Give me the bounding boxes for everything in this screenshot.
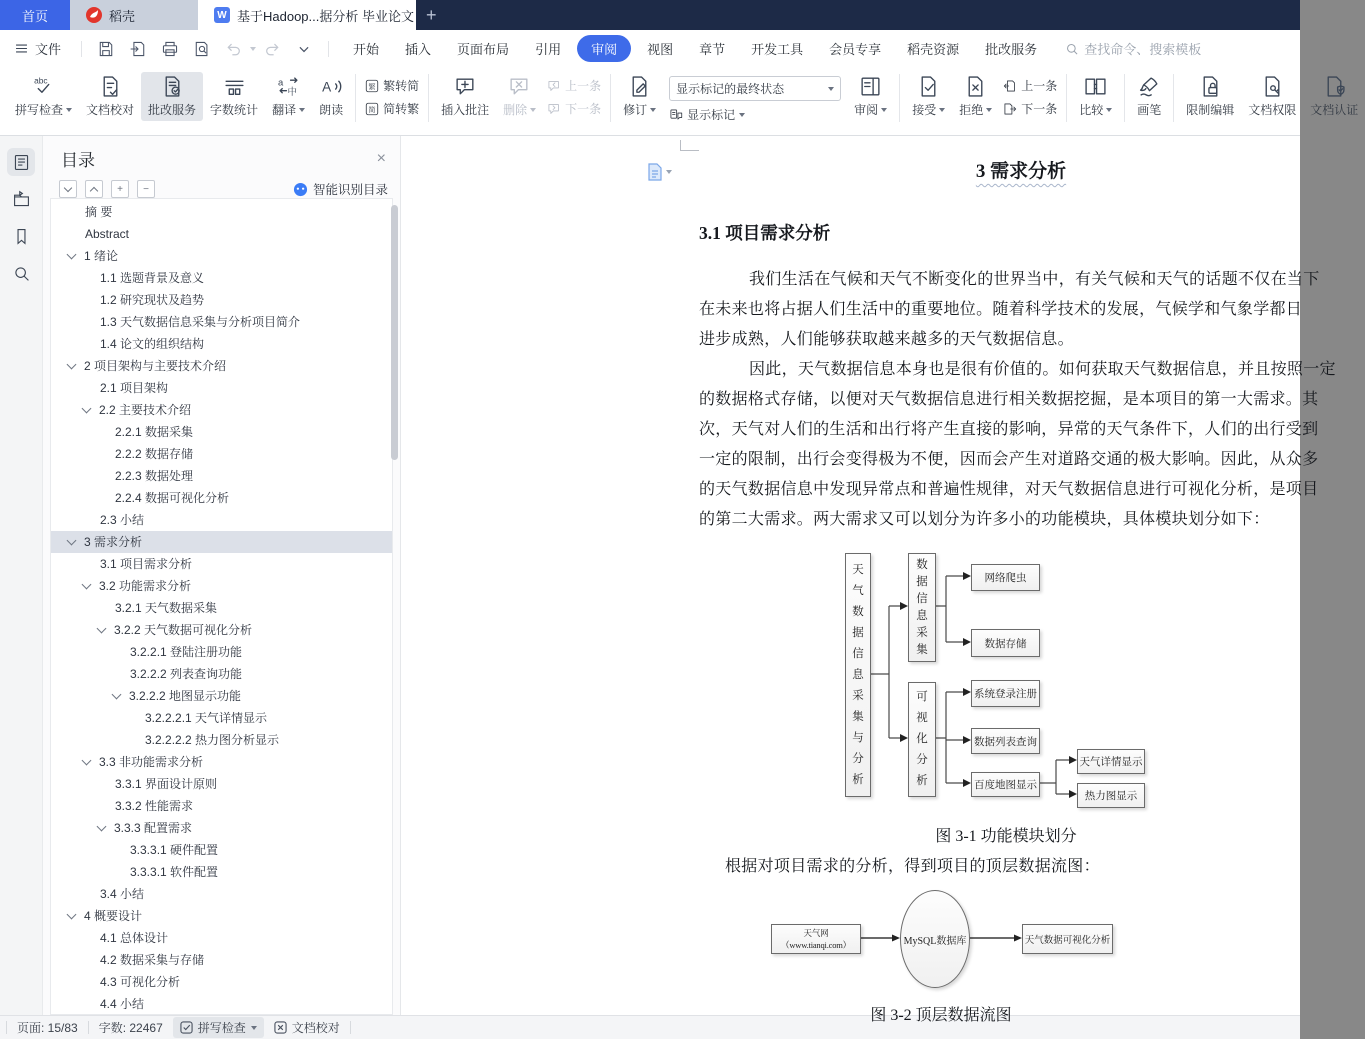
toc-item-label: 4.3 可视化分析 [100,975,181,989]
toc-item-label: 1 绪论 [84,249,119,263]
toc-item[interactable] [51,663,392,685]
main-area [0,136,1336,1024]
button-stack [361,72,423,122]
toc-item-label: 3.2 功能需求分析 [99,579,192,593]
next-comment-button[interactable]: 下一条 [547,100,601,117]
text-boundary-mark [680,140,699,151]
translate-button[interactable]: a 中 翻译 [265,72,312,121]
redo-button[interactable] [263,40,281,58]
toc-item[interactable] [51,619,392,641]
toc-item-label: 摘 要 [85,205,113,219]
toc-item[interactable] [51,861,392,883]
divider [88,1021,89,1034]
chapter-nav-button[interactable] [7,185,35,213]
body-text-line: 我们生活在气候和天气不断变化的世界当中，有关气候和天气的话题不仅在当下 [749,271,1320,288]
close-icon[interactable]: × [376,149,386,167]
toc-item-label: 3.2.2.2.2 热力图分析显示 [145,733,280,747]
toc-chevron-icon[interactable] [97,624,107,634]
toc-chevron-icon[interactable] [97,822,107,832]
divider [428,74,429,122]
divider [81,41,82,57]
toc-item-label: 2.2.3 数据处理 [115,469,194,483]
menu-tab-docer-resources[interactable]: 稻壳资源 [907,42,960,57]
toc-item[interactable] [51,927,392,949]
divider [610,74,611,122]
body-text-line: 进步成熟，人们能够获取越来越多的天气数据信息。 [699,331,1074,348]
read-aloud-button[interactable]: A 朗读 [312,72,350,121]
fig1-crawler-box: 网络爬虫 [971,564,1040,591]
toc-panel-button[interactable] [7,148,35,176]
toc-item-label: 3.3.3 配置需求 [114,821,193,835]
compare-icon [1084,75,1107,98]
review-pane-icon [859,75,882,98]
toc-item[interactable] [51,311,392,333]
menu-bar [0,30,1300,67]
toc-item[interactable] [51,795,392,817]
page-indicator: 页面: 15/83 [17,1021,78,1035]
doc-permission-button[interactable]: 文档权限 [1241,72,1303,121]
read-aloud-icon [320,75,343,98]
comment-prev-icon [547,79,561,93]
fig2-source-box: 天气网（www.tianqi.com） [771,924,861,954]
print-preview-button[interactable] [193,40,211,58]
body-text-line: 次，天气对人们的生活和出行将产生直接的影响，异常的天气条件下，人们的出行受到 [699,421,1319,438]
toc-item-label: 3.3 非功能需求分析 [99,755,204,769]
toc-chevron-icon[interactable] [82,756,92,766]
toc-item[interactable] [51,993,392,1015]
fig2-caption: 图 3-2 顶层数据流图 [870,1007,1012,1024]
toc-item-label: 3.3.3.1 硬件配置 [130,843,219,857]
divider [6,1021,7,1034]
svg-text:中: 中 [287,85,297,97]
svg-text:abc: abc [34,75,48,86]
toc-item[interactable] [51,355,392,377]
divider [1173,74,1174,122]
undo-caret[interactable] [250,47,256,51]
toc-item-label: 1.4 论文的组织结构 [100,337,205,351]
body-text-line: 因此，天气数据信息本身也是很有价值的。如何获取天气数据信息，并且按照一定 [749,361,1336,378]
translate-icon [277,75,300,98]
file-menu-label: 文件 [35,42,62,57]
toc-item-label: 2.2.2 数据存储 [115,447,194,461]
customize-toolbar-button[interactable] [295,40,313,58]
save-button[interactable] [97,40,115,58]
toc-item-label: 2.2.1 数据采集 [115,425,194,439]
dropdown-caret [881,108,887,112]
toc-item[interactable] [51,597,392,619]
print-button[interactable] [161,40,179,58]
markup-state-select[interactable]: 显示标记的最终状态 [669,76,841,101]
undo-button[interactable] [225,40,243,58]
spell-check-icon [180,1021,193,1034]
correction-service-button[interactable]: 批改服务 [141,72,203,121]
menu-tab-dev-tools[interactable]: 开发工具 [751,42,804,57]
export-button[interactable] [129,40,147,58]
document-title: 基于Hadoop...据分析 毕业论文 [237,8,414,24]
page-settings-caret [666,170,672,174]
markup-options [663,72,847,127]
toc-item[interactable] [51,333,392,355]
spell-check-button[interactable]: abc 拼写检查 [8,72,79,121]
divider [899,74,900,122]
toc-item-label: 3.1 项目需求分析 [100,557,193,571]
button-stack [999,72,1061,122]
divider [328,41,329,57]
tab-docer-label: 稻壳 [109,8,136,24]
toc-item-label: 3.2.2.2 列表查询功能 [130,667,243,681]
body-text-line: 的第二大需求。两大需求又可以划分为许多小的功能模块，具体模块划分如下： [699,511,1270,528]
fig1-list-query-box: 数据列表查询 [971,728,1040,754]
toc-chevron-icon[interactable] [67,250,77,260]
toc-item[interactable] [51,443,392,465]
toc-item-label: 3.3.2 性能需求 [115,799,194,813]
svg-text:繁: 繁 [368,83,376,91]
brush-button[interactable]: 画笔 [1130,72,1168,121]
restrict-edit-icon [1199,75,1222,98]
toc-item[interactable] [51,971,392,993]
doc-proofread-toggle[interactable]: 文档校对 [274,1019,340,1036]
divider [1066,74,1067,122]
toc-item[interactable] [51,377,392,399]
file-menu-button[interactable] [14,39,73,58]
menu-tab-member[interactable]: 会员专享 [829,42,882,57]
page-icon [647,163,663,181]
rev-prev-icon [1003,79,1017,93]
toc-item-label: 2.2.4 数据可视化分析 [115,491,230,505]
expand-all-button[interactable] [59,180,77,198]
toc-item[interactable] [51,553,392,575]
dropdown-caret [939,108,945,112]
search-icon [12,264,31,283]
accept-button[interactable]: 接受 [905,72,952,121]
writer-doc-icon: W [214,7,230,23]
reject-button[interactable]: 拒绝 [952,72,999,121]
command-search[interactable] [1065,39,1201,58]
word-count-icon [223,75,246,98]
chapter-folder-icon [12,190,31,209]
word-count-button[interactable]: 字数统计 [203,72,265,121]
toc-item[interactable] [51,773,392,795]
divider [1124,74,1125,122]
toc-item[interactable] [51,949,392,971]
toc-item[interactable] [51,751,392,773]
doc-cert-icon [1323,75,1346,98]
toc-item-label: 2.2 主要技术介绍 [99,403,192,417]
outline-icon [12,153,31,172]
tab-document[interactable] [198,0,416,30]
revision-icon [628,75,651,98]
toc-item-label: 4.4 小结 [100,997,145,1011]
toc-item[interactable] [51,487,392,509]
review-ribbon [0,67,1359,136]
doc-proofread-button[interactable]: 文档校对 [79,72,141,121]
toc-item[interactable] [51,399,392,421]
review-pane-button[interactable]: 审阅 [847,72,894,121]
track-changes-button[interactable]: 修订 [616,72,663,121]
body-text-line: 的数据格式存储，以便对天气数据信息进行相关数据挖掘，是本项目的第一大需求。其 [699,391,1319,408]
brush-icon [1138,75,1161,98]
toc-item-label: 3 需求分析 [84,535,143,549]
body-text-line: 一定的限制，出行会变得极为不便，因而会产生对道路交通的极大影响。因此，从众多 [699,451,1319,468]
fig1-baidu-map-box: 百度地图显示 [971,772,1040,797]
toc-chevron-icon[interactable] [67,910,77,920]
dropdown-caret [986,108,992,112]
next-revision-button[interactable]: 下一条 [1003,100,1057,117]
dropdown-caret [828,87,834,91]
toc-item-label: 4.1 总体设计 [100,931,169,945]
body-text-line: 的天气数据信息中发现异常点和普遍性规律，对天气数据信息进行可视化分析，是项目 [699,481,1319,498]
fig1-root-box: 天气数据信息采集与分析 [845,553,871,797]
comment-delete-icon [508,75,531,98]
fig1-caption: 图 3-1 功能模块划分 [935,828,1077,845]
toc-item-label: 3.3.3.1 软件配置 [130,865,219,879]
find-button[interactable] [7,259,35,287]
menu-tab-home[interactable]: 开始 [353,42,380,57]
toc-item[interactable] [51,201,392,223]
subsection-heading: 3.1 项目需求分析 [699,223,831,243]
document-canvas[interactable] [401,136,1336,1024]
doc-proofread-icon [99,75,122,98]
comment-add-icon [454,75,477,98]
menu-tab-review[interactable]: 审阅 [577,35,631,62]
menu-tab-insert[interactable]: 插入 [405,42,432,57]
reject-icon [964,75,987,98]
svg-text:A: A [321,79,331,95]
restrict-edit-button[interactable]: 限制编辑 [1179,72,1241,121]
toc-panel [43,136,401,1015]
toc-item-label: 4 概要设计 [84,909,143,923]
new-tab-button[interactable]: + [426,4,437,25]
insert-comment-button[interactable]: 插入批注 [434,72,496,121]
lead-sentence: 根据对项目需求的分析，得到项目的顶层数据流图： [725,858,1100,875]
simp-char-icon [365,102,379,116]
toc-item[interactable] [51,817,392,839]
toc-item[interactable] [51,421,392,443]
toc-chevron-icon[interactable] [82,580,92,590]
toc-item[interactable] [51,245,392,267]
correction-service-icon [161,75,184,98]
toc-item-label: 2.1 项目架构 [100,381,169,395]
toc-chevron-icon[interactable] [67,360,77,370]
menu-tab-correction-service[interactable]: 批改服务 [985,42,1038,57]
dropdown-caret [299,108,305,112]
show-markup-button[interactable]: 显示标记 [669,106,841,123]
bookmark-button[interactable] [7,222,35,250]
toc-item[interactable] [51,883,392,905]
toc-item[interactable] [51,905,392,927]
divider [355,74,356,122]
status-bar [0,1015,1300,1039]
zoom-in-level-button[interactable]: + [111,180,129,198]
toc-chevron-icon[interactable] [82,404,92,414]
toc-panel-title: 目录 [61,151,95,170]
tab-docer[interactable] [70,0,198,30]
accept-icon [917,75,940,98]
word-count-indicator: 字数: 22467 [98,1021,163,1035]
toc-item[interactable] [51,509,392,531]
toc-item-label: Abstract [85,227,130,241]
toc-item[interactable] [51,465,392,487]
toc-item[interactable] [51,839,392,861]
menu-tabs [343,35,1047,62]
bookmark-icon [12,227,31,246]
window-tab-bar [0,0,1300,30]
toc-list [50,198,393,1015]
prev-comment-button[interactable]: 上一条 [547,77,601,94]
page-settings-button[interactable] [647,163,672,181]
docer-logo-icon [86,7,102,23]
toc-controls [43,171,400,198]
body-text-line: 在未来也将占据人们生活中的重要地位。随着科学技术的发展，气候学和气象学都日 [699,301,1303,318]
fig1-visual-box: 可视化分析 [908,682,936,797]
menu-tab-reference[interactable]: 引用 [535,42,562,57]
show-markup-icon [669,108,683,122]
toc-item-label: 3.2.2.2 地图显示功能 [129,689,242,703]
divider [350,1021,351,1034]
simp-to-trad-button[interactable]: 简 简转繁 [365,100,419,117]
toc-item-label: 1.3 天气数据信息采集与分析项目简介 [100,315,301,329]
toc-item-label: 1.2 研究现状及趋势 [100,293,205,307]
spellcheck-icon [32,75,55,98]
command-search-placeholder: 查找命令、搜索模板 [1084,42,1202,57]
toc-chevron-icon[interactable] [67,536,77,546]
trad-to-simp-button[interactable]: 繁 繁转简 [365,77,419,94]
body-text [699,265,1336,535]
menu-tab-view[interactable]: 视图 [647,42,674,57]
fig1-storage-box: 数据存储 [971,629,1040,657]
toc-item[interactable] [51,641,392,663]
trad-char-icon [365,79,379,93]
toc-item-label: 2.3 小结 [100,513,145,527]
toc-item-label: 3.2.2.2.1 天气详情显示 [145,711,268,725]
toc-item[interactable] [51,223,392,245]
delete-comment-button[interactable]: 删除 [496,72,543,121]
hamburger-icon [14,41,29,56]
spell-check-caret [251,1026,257,1030]
fig1-heatmap-box: 热力图显示 [1077,783,1145,808]
tab-home[interactable]: 首页 [0,0,70,30]
rev-next-icon [1003,102,1017,116]
menu-tab-page-layout[interactable]: 页面布局 [457,42,510,57]
toc-item[interactable] [51,575,392,597]
toc-chevron-icon[interactable] [112,690,122,700]
toc-item-label: 3.2.1 天气数据采集 [115,601,218,615]
collapse-all-button[interactable] [85,180,103,198]
toc-item-label: 1.1 选题背景及意义 [100,271,205,285]
fig1-login-box: 系统登录注册 [971,680,1040,707]
toc-item-label: 2 项目架构与主要技术介绍 [84,359,227,373]
doc-permission-icon [1261,75,1284,98]
toc-item-label: 3.3.1 界面设计原则 [115,777,218,791]
toc-item[interactable] [51,267,392,289]
toc-item-label: 3.2.2.1 登陆注册功能 [130,645,243,659]
toc-item[interactable] [51,707,392,729]
fig2-process-ellipse: MySQL数据库 [900,890,970,988]
toc-item[interactable] [51,729,392,751]
toc-item[interactable] [51,289,392,311]
button-stack [543,72,605,122]
prev-revision-button[interactable]: 上一条 [1003,77,1057,94]
svg-text:简: 简 [368,106,376,114]
section-heading: 3 需求分析 [975,161,1067,182]
toc-item-label: 3.4 小结 [100,887,145,901]
toc-item[interactable] [51,531,392,553]
toc-item-label: 4.2 数据采集与存储 [100,953,205,967]
smart-toc-icon [293,182,308,197]
comment-next-icon [547,102,561,116]
fig2-sink-box: 天气数据可视化分析 [1022,924,1113,954]
dropdown-caret [739,113,745,117]
toc-scrollbar[interactable] [391,205,398,460]
search-icon [1065,42,1079,56]
dropdown-caret [650,108,656,112]
zoom-out-level-button[interactable]: − [137,180,155,198]
toc-item-label: 3.2.2 天气数据可视化分析 [114,623,253,637]
spell-check-toggle[interactable]: 拼写检查 [173,1017,264,1038]
smart-toc-button[interactable]: 智能识别目录 [293,180,388,198]
dropdown-caret [66,108,72,112]
proofread-close-icon [274,1021,287,1034]
menu-tab-section[interactable]: 章节 [699,42,726,57]
compare-button[interactable]: 比较 [1072,72,1119,121]
dropdown-caret [530,108,536,112]
dropdown-caret [1106,108,1112,112]
toc-item[interactable] [51,685,392,707]
svg-text:a: a [278,76,284,88]
fig1-weather-detail-box: 天气详情显示 [1077,749,1145,774]
doc-cert-button[interactable]: 文档认证 [1303,72,1365,121]
side-icon-strip [0,136,43,1015]
fig1-collect-box: 数据信息采集 [908,553,936,662]
